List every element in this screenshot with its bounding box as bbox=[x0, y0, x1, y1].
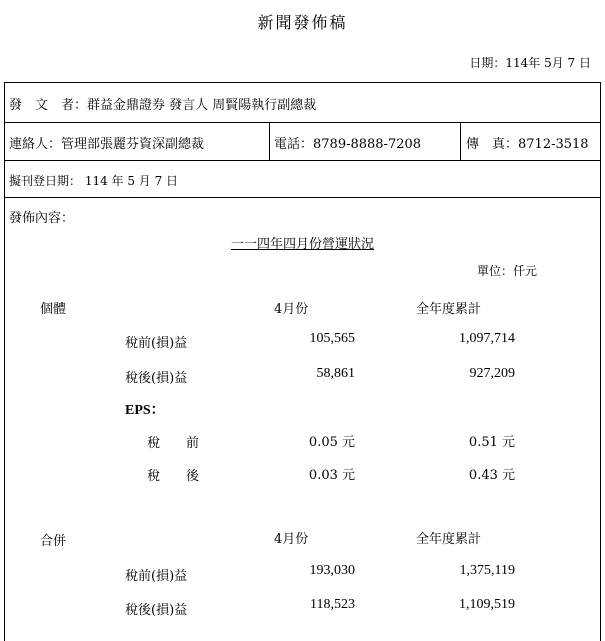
ytd-value: 1,375,119 bbox=[459, 563, 515, 578]
row-label: 稅後(損)益 bbox=[125, 603, 188, 618]
ytd-value: 1,109,519 bbox=[459, 597, 515, 612]
row-label: 稅前(損)益 bbox=[125, 336, 188, 351]
phone-number: 電話：8789-8888-7208 bbox=[274, 137, 422, 152]
eps-month-value: 0.05 元 bbox=[308, 435, 355, 450]
report-title: 一一四年四月份營運狀況 bbox=[230, 237, 374, 252]
column-header-month: 4月份 bbox=[274, 302, 309, 317]
column-header-ytd: 全年度累計 bbox=[416, 532, 482, 547]
release-frame bbox=[4, 82, 601, 641]
ytd-value: 927,209 bbox=[469, 366, 515, 381]
month-value: 58,861 bbox=[316, 366, 355, 381]
eps-label: EPS： bbox=[125, 403, 165, 418]
ytd-value: 1,097,714 bbox=[459, 331, 515, 346]
sender-line: 發 文 者：群益金鼎證券 發言人 周賢陽執行副總裁 bbox=[9, 98, 317, 113]
eps-month-value: 0.03 元 bbox=[308, 468, 355, 483]
column-header-ytd: 全年度累計 bbox=[416, 302, 482, 317]
divider bbox=[269, 122, 270, 160]
unit-label: 單位：仟元 bbox=[477, 264, 538, 278]
month-value: 118,523 bbox=[310, 597, 355, 612]
divider bbox=[4, 160, 601, 161]
individual-section-label: 個體 bbox=[40, 302, 67, 317]
month-value: 105,565 bbox=[309, 331, 355, 346]
row-label: 稅後(損)益 bbox=[125, 371, 188, 386]
eps-ytd-value: 0.43 元 bbox=[468, 468, 515, 483]
publish-date: 擬刊登日期： 114 年 5 月 7 日 bbox=[9, 174, 179, 188]
consolidated-section-label: 合併 bbox=[40, 534, 67, 549]
divider bbox=[4, 197, 601, 198]
row-label: 稅前(損)益 bbox=[125, 569, 188, 584]
content-label: 發佈內容： bbox=[9, 211, 75, 226]
fax-number: 傳 真：8712-3518 bbox=[466, 137, 589, 152]
column-header-month: 4月份 bbox=[274, 532, 309, 547]
divider bbox=[460, 122, 461, 160]
contact-person: 連絡人：管理部張麗芬資深副總裁 bbox=[9, 137, 205, 152]
release-date: 日期：114年 5月 7 日 bbox=[469, 56, 591, 70]
month-value: 193,030 bbox=[309, 563, 355, 578]
eps-ytd-value: 0.51 元 bbox=[468, 435, 515, 450]
divider bbox=[4, 122, 601, 123]
eps-row-label: 稅 後 bbox=[147, 469, 200, 484]
eps-row-label: 稅 前 bbox=[147, 436, 200, 451]
document-title: 新聞發佈稿 bbox=[257, 13, 348, 32]
